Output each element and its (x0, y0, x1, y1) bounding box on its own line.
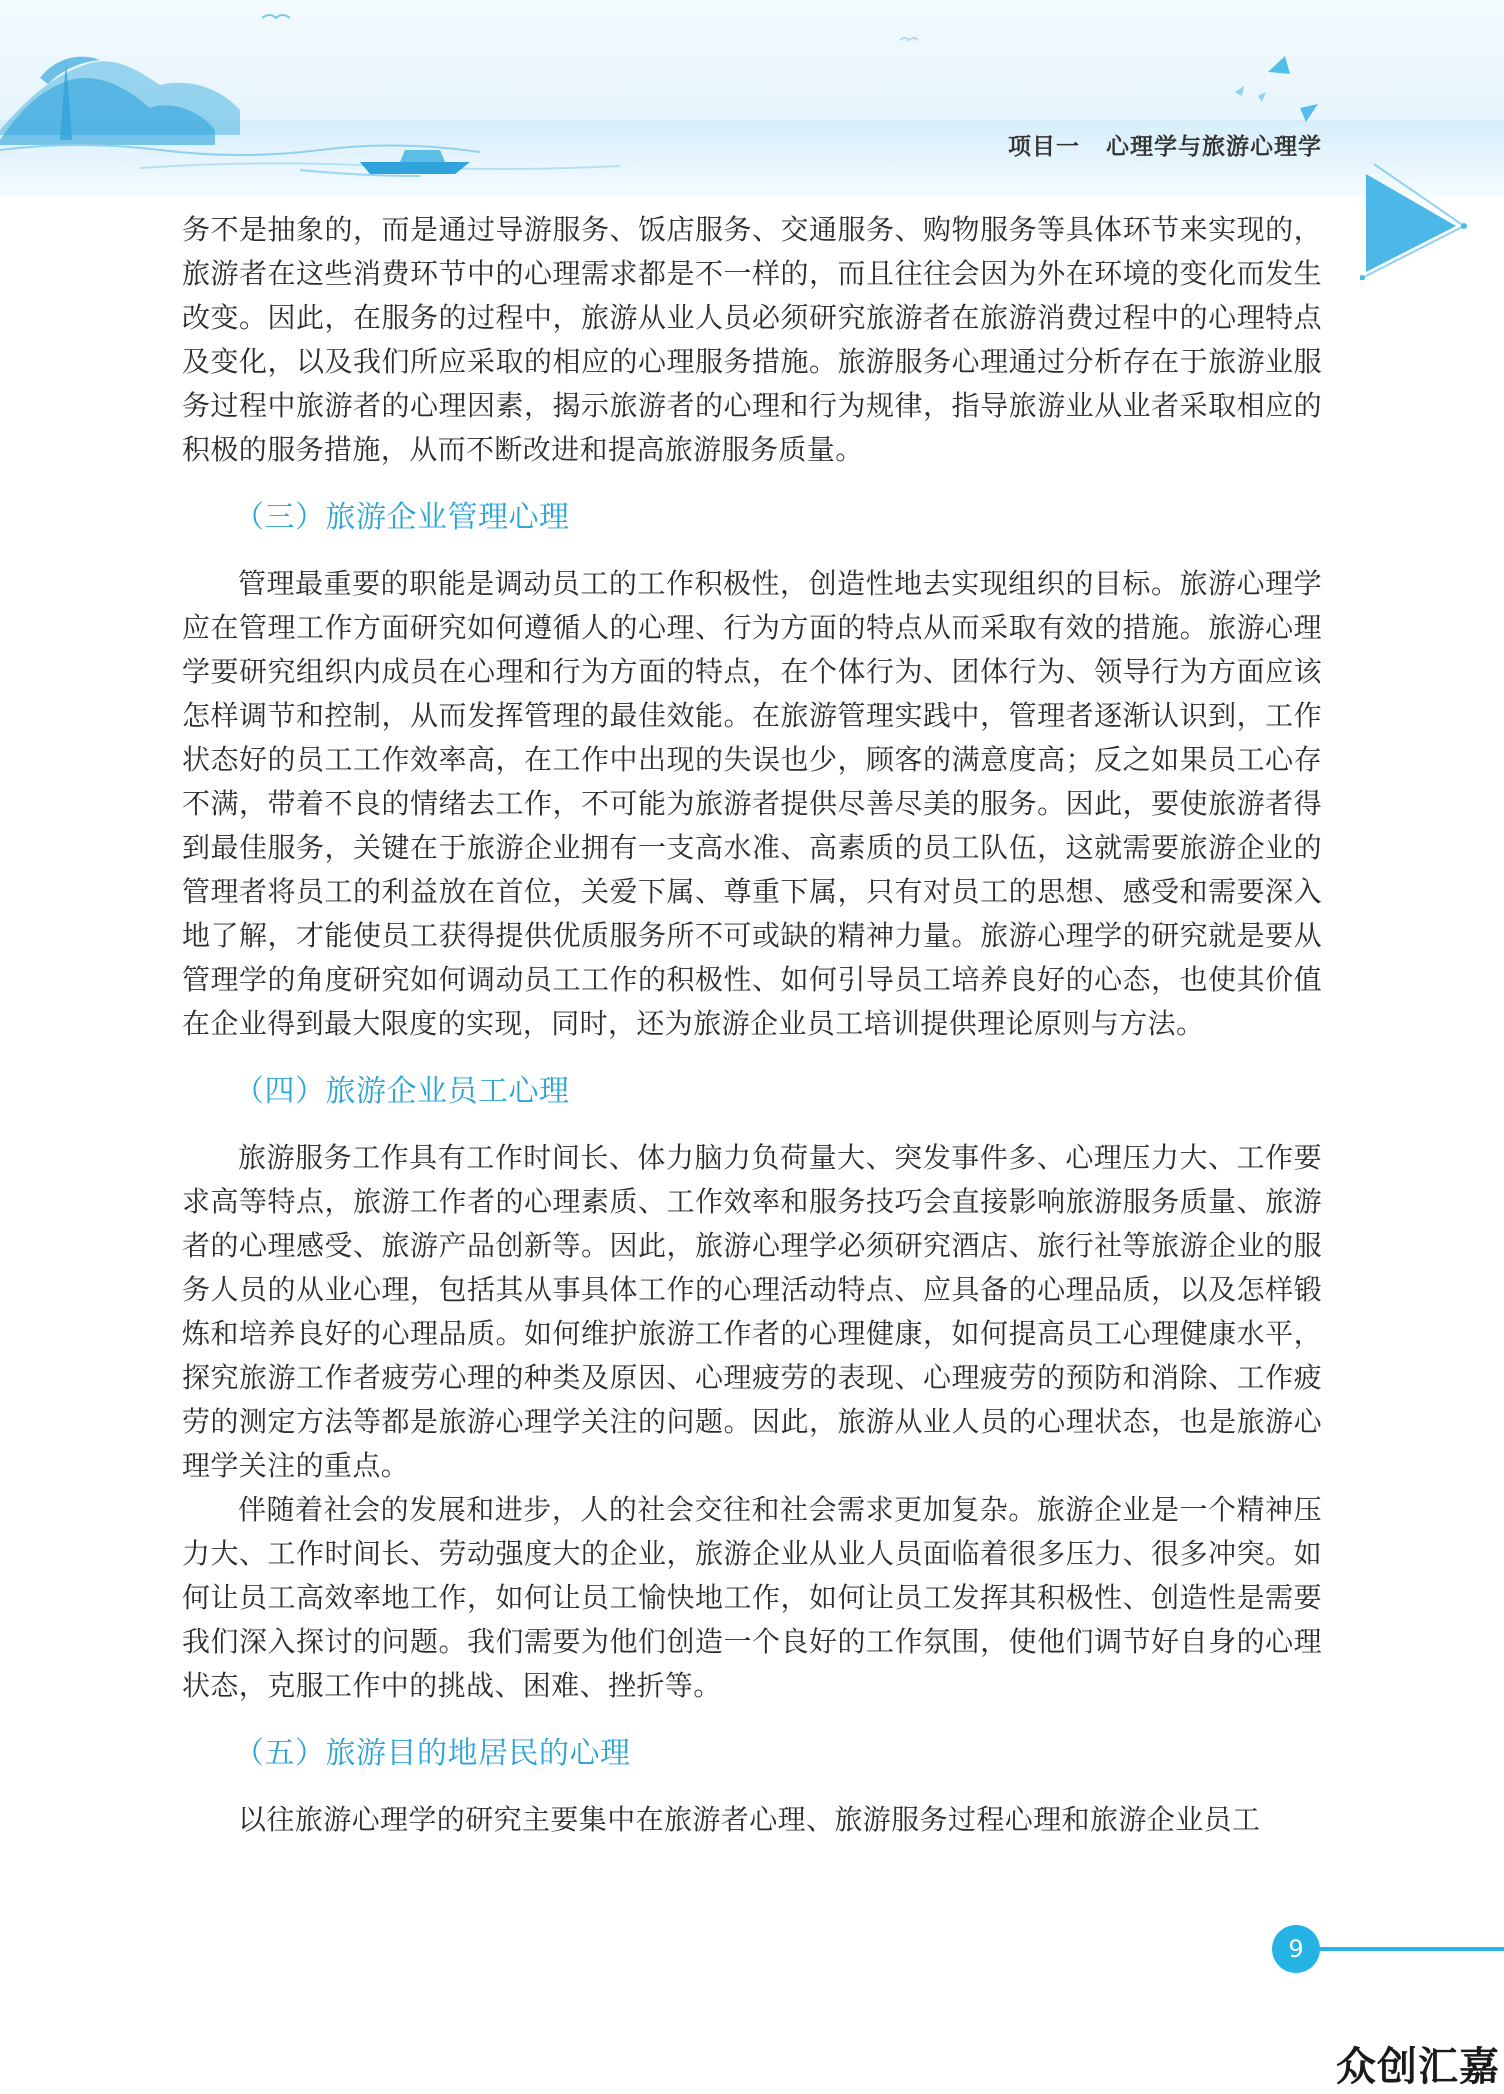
running-head-project: 项目一 (1008, 134, 1080, 160)
page-number-rule (1318, 1947, 1504, 1951)
running-head-title: 心理学与旅游心理学 (1106, 134, 1322, 160)
paragraph-staff-1: 旅游服务工作具有工作时间长、体力脑力负荷量大、突发事件多、心理压力大、工作要求高等特点，旅游工作者的心理素质、工作效率和服务技巧会直接影响旅游服务质量、旅游者的心理感受、旅游产品创新等。因此，旅游心理学必须研究酒店、旅行社等旅游企业的服务人员的从业心理，包括其从事具体工作的心理活动特点、应具备的心理品质，以及怎样锻炼和培养良好的心理品质。如何维护旅游工作者的心理健康，如何提高员工心理健康水平，探究旅游工作者疲劳心理的种类及原因、心理疲劳的表现、心理疲劳的预防和消除、工作疲劳的测定方法等都是旅游心理学关注的问题。因此，旅游从业人员的心理状态，也是旅游心理学关注的重点。 (182, 1141, 1322, 1482)
paragraph-intro: 务不是抽象的，而是通过导游服务、饭店服务、交通服务、购物服务等具体环节来实现的，旅游者在这些消费环节中的心理需求都是不一样的，而且往往会因为外在环境的变化而发生改变。因此，在服务的过程中，旅游从业人员必须研究旅游者在旅游消费过程中的心理特点及变化，以及我们所应采取的相应的心理服务措施。旅游服务心理通过分析存在于旅游业服务过程中旅游者的心理因素，揭示旅游者的心理和行为规律，指导旅游业从业者采取相应的积极的服务措施，从而不断改进和提高旅游服务质量。 (182, 213, 1322, 466)
corner-triangle-decoration (1360, 160, 1470, 280)
page-content (182, 208, 1322, 1842)
section-heading-3: （三）旅游企业管理心理 (234, 500, 570, 535)
section-heading-4: （四）旅游企业员工心理 (234, 1074, 570, 1109)
running-head (1008, 128, 1322, 161)
seaside-illustration (0, 0, 1504, 195)
watermark: 众创汇嘉 (1336, 2044, 1500, 2090)
paragraph-staff-2: 伴随着社会的发展和进步，人的社会交往和社会需求更加复杂。旅游企业是一个精神压力大、工作时间长、劳动强度大的企业，旅游企业从业人员面临着很多压力、很多冲突。如何让员工高效率地工作，如何让员工愉快地工作，如何让员工发挥其积极性、创造性是需要我们深入探讨的问题。我们需要为他们创造一个良好的工作氛围，使他们调节好自身的心理状态，克服工作中的挑战、困难、挫折等。 (182, 1493, 1322, 1702)
header-banner (0, 0, 1504, 195)
paragraph-management: 管理最重要的职能是调动员工的工作积极性，创造性地去实现组织的目标。旅游心理学应在管理工作方面研究如何遵循人的心理、行为方面的特点从而采取有效的措施。旅游心理学要研究组织内成员在心理和行为方面的特点，在个体行为、团体行为、领导行为方面应该怎样调节和控制，从而发挥管理的最佳效能。在旅游管理实践中，管理者逐渐认识到，工作状态好的员工工作效率高，在工作中出现的失误也少，顾客的满意度高；反之如果员工心存不满，带着不良的情绪去工作，不可能为旅游者提供尽善尽美的服务。因此，要使旅游者得到最佳服务，关键在于旅游企业拥有一支高水准、高素质的员工队伍，这就需要旅游企业的管理者将员工的利益放在首位，关爱下属、尊重下属，只有对员工的思想、感受和需要深入地了解，才能使员工获得提供优质服务所不可或缺的精神力量。旅游心理学的研究就是要从管理学的角度研究如何调动员工工作的积极性、如何引导员工培养良好的心态，也使其价值在企业得到最大限度的实现，同时，还为旅游企业员工培训提供理论原则与方法。 (182, 567, 1322, 1040)
page-number-badge: 9 (1272, 1925, 1320, 1973)
section-heading-5: （五）旅游目的地居民的心理 (234, 1736, 631, 1771)
paragraph-residents: 以往旅游心理学的研究主要集中在旅游者心理、旅游服务过程心理和旅游企业员工 (238, 1803, 1261, 1836)
